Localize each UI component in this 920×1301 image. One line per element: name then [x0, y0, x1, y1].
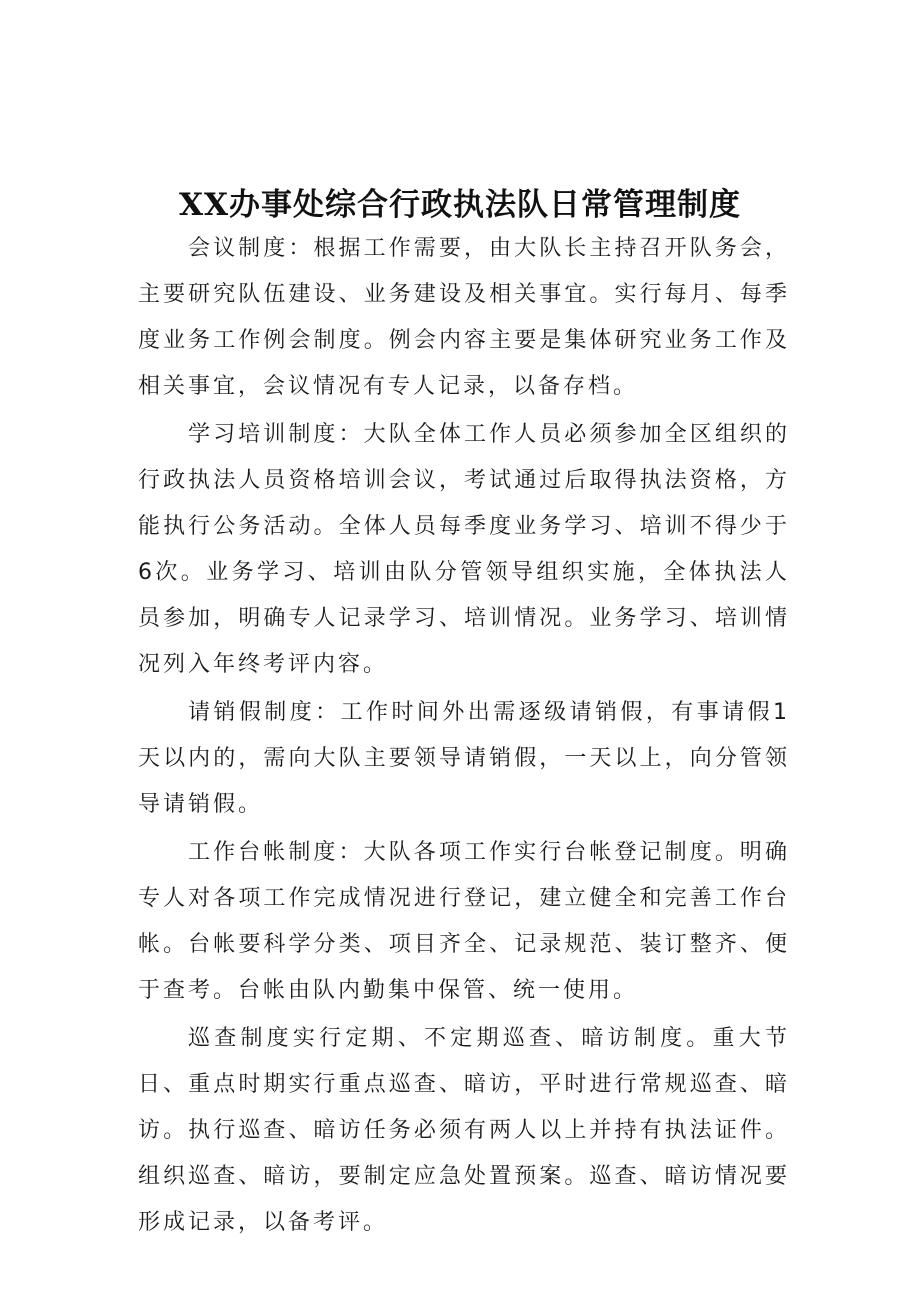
- paragraph-training-system: 学习培训制度：大队全体工作人员必须参加全区组织的行政执法人员资格培训会议，考试通过后取得执法资格，方能执行公务活动。全体人员每季度业务学习、培训不得少于6次。业务学习、培训由队分管领导组织实施，全体执法人员参加，明确专人记录学习、培训情况。业务学习、培训情况列入年终考评内容。: [138, 422, 790, 677]
- document-title: XX办事处综合行政执法队日常管理制度: [178, 186, 742, 223]
- paragraph-patrol-system: 巡查制度实行定期、不定期巡查、暗访制度。重大节日、重点时期实行重点巡查、暗访，平时进行常规巡查、暗访。执行巡查、暗访任务必须有两人以上并持有执法证件。组织巡查、暗访，要制定应急处置预案。巡查、暗访情况要形成记录，以备考评。: [138, 1026, 790, 1235]
- paragraph-ledger-system: 工作台帐制度：大队各项工作实行台帐登记制度。明确专人对各项工作完成情况进行登记，建立健全和完善工作台帐。台帐要科学分类、项目齐全、记录规范、装订整齐、便于查考。台帐由队内勤集中保管、统一使用。: [138, 840, 790, 1003]
- paragraph-leave-system: 请销假制度：工作时间外出需逐级请销假，有事请假1天以内的，需向大队主要领导请销假，一天以上，向分管领导请销假。: [138, 700, 790, 817]
- paragraph-meeting-system: 会议制度：根据工作需要，由大队长主持召开队务会，主要研究队伍建设、业务建设及相关事宜。实行每月、每季度业务工作例会制度。例会内容主要是集体研究业务工作及相关事宜，会议情况有专人记录，以备存档。: [138, 236, 790, 399]
- document-body: [138, 226, 790, 1248]
